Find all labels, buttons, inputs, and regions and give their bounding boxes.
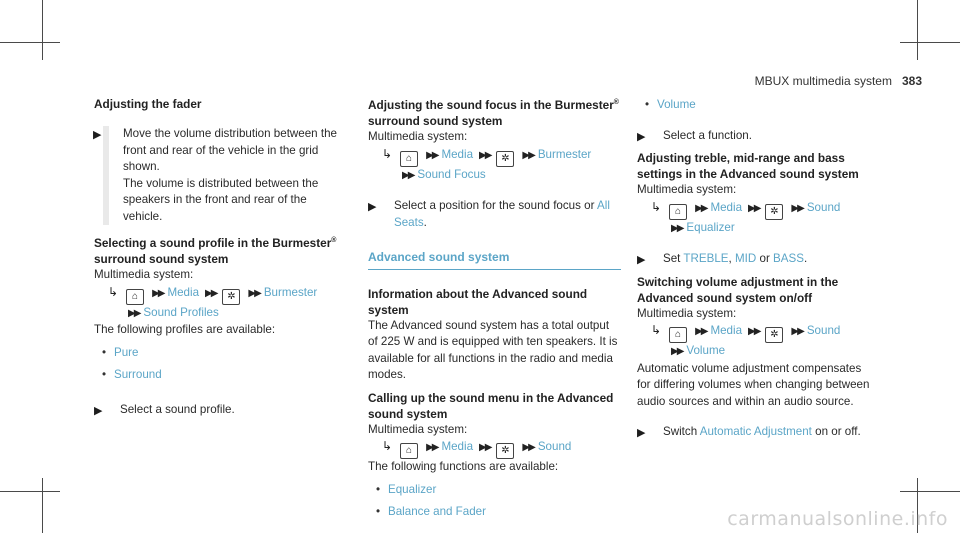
function-balance-fader[interactable]: Balance and Fader bbox=[388, 505, 486, 518]
function-equalizer[interactable]: Equalizer bbox=[388, 482, 437, 496]
double-chevron-icon: ▶▶ bbox=[748, 326, 760, 337]
hook-arrow-icon: ↳ bbox=[382, 439, 393, 453]
step-text: Select a position for the sound focus or All Seats. bbox=[394, 199, 610, 229]
bullet-icon: • bbox=[645, 98, 650, 111]
step-text: Switch Automatic Adjustment on or off. bbox=[663, 425, 861, 438]
list-item bbox=[94, 345, 339, 362]
path-media[interactable]: Media bbox=[441, 147, 474, 161]
home-icon: ⌂ bbox=[669, 204, 687, 220]
list-item bbox=[368, 504, 621, 521]
double-chevron-icon: ▶▶ bbox=[426, 442, 438, 453]
settings-icon: ✲ bbox=[765, 327, 783, 343]
crop-mark bbox=[917, 0, 918, 60]
hook-arrow-icon: ↳ bbox=[108, 284, 119, 299]
step-arrow-icon: ▶ bbox=[94, 404, 103, 417]
crop-mark bbox=[0, 42, 60, 43]
path-equalizer[interactable]: Equalizer bbox=[686, 220, 735, 234]
double-chevron-icon: ▶▶ bbox=[695, 326, 707, 337]
option-automatic-adjustment[interactable]: Automatic Adjustment bbox=[699, 425, 812, 438]
step-switch-auto bbox=[637, 424, 877, 441]
double-chevron-icon: ▶▶ bbox=[522, 149, 534, 161]
double-chevron-icon: ▶▶ bbox=[128, 307, 140, 319]
heading-treble: Adjusting treble, mid-range and bass settings in the Advanced sound system bbox=[637, 151, 859, 181]
step-fader bbox=[93, 126, 339, 225]
multimedia-label: Multimedia system: bbox=[637, 183, 737, 196]
settings-icon: ✲ bbox=[765, 204, 783, 220]
menu-path bbox=[368, 146, 621, 185]
column-middle bbox=[368, 97, 621, 521]
functions-intro: The following functions are available: bbox=[368, 460, 559, 473]
step-set-eq bbox=[637, 251, 877, 268]
option-all-seats[interactable]: All Seats bbox=[394, 199, 610, 229]
path-sound[interactable]: Sound bbox=[537, 440, 572, 453]
step-text: Set TREBLE, MID or BASS. bbox=[663, 252, 808, 265]
multimedia-label: Multimedia system: bbox=[637, 306, 737, 320]
path-sound-focus[interactable]: Sound Focus bbox=[417, 167, 486, 181]
step-text: Select a sound profile. bbox=[120, 402, 235, 416]
menu-path bbox=[637, 322, 877, 361]
step-select-profile bbox=[94, 402, 339, 419]
step-arrow-icon: ▶ bbox=[637, 130, 646, 143]
double-chevron-icon: ▶▶ bbox=[695, 202, 707, 214]
heading-fader: Adjusting the fader bbox=[94, 97, 202, 111]
double-chevron-icon: ▶▶ bbox=[479, 442, 491, 453]
double-chevron-icon: ▶▶ bbox=[402, 169, 414, 181]
heading-sound-focus: Adjusting the sound focus in the Burmester® surround sound system bbox=[368, 98, 619, 128]
multimedia-label: Multimedia system: bbox=[368, 130, 468, 143]
info-text: The Advanced sound system has a total output of 225 W and is equipped with ten speakers. It is available for all functions in the radio and media modes. bbox=[368, 318, 618, 381]
double-chevron-icon: ▶▶ bbox=[791, 326, 803, 337]
function-volume[interactable]: Volume bbox=[657, 98, 696, 111]
profile-surround[interactable]: Surround bbox=[114, 368, 162, 381]
menu-path bbox=[637, 199, 877, 238]
column-right bbox=[637, 97, 877, 441]
path-volume[interactable]: Volume bbox=[686, 344, 726, 357]
path-sound-profiles[interactable]: Sound Profiles bbox=[143, 305, 219, 319]
double-chevron-icon: ▶▶ bbox=[152, 287, 164, 299]
page-header bbox=[755, 73, 922, 90]
option-mid[interactable]: MID bbox=[735, 252, 757, 265]
home-icon: ⌂ bbox=[400, 151, 418, 167]
double-chevron-icon: ▶▶ bbox=[522, 442, 534, 453]
home-icon: ⌂ bbox=[126, 289, 144, 305]
bullet-icon: • bbox=[102, 368, 107, 381]
section-title: Advanced sound system bbox=[368, 249, 621, 270]
list-item bbox=[368, 482, 621, 499]
list-item bbox=[94, 367, 339, 384]
step-text: Select a function. bbox=[663, 128, 752, 142]
option-treble[interactable]: TREBLE bbox=[683, 252, 729, 265]
path-media[interactable]: Media bbox=[710, 324, 743, 337]
double-chevron-icon: ▶▶ bbox=[671, 222, 683, 234]
option-bass[interactable]: BASS bbox=[773, 252, 804, 265]
settings-icon: ✲ bbox=[222, 289, 240, 305]
column-left bbox=[94, 96, 339, 418]
path-media[interactable]: Media bbox=[167, 285, 200, 299]
auto-volume-text: Automatic volume adjustment compensates for differing volumes when changing between audio sources and within an audio source. bbox=[637, 361, 870, 408]
hook-arrow-icon: ↳ bbox=[651, 199, 662, 214]
step-arrow-icon: ▶ bbox=[637, 427, 646, 439]
path-media[interactable]: Media bbox=[710, 200, 743, 214]
double-chevron-icon: ▶▶ bbox=[791, 202, 803, 214]
settings-icon: ✲ bbox=[496, 443, 514, 459]
step-select-function bbox=[637, 128, 877, 145]
heading-switching: Switching volume adjustment in the Advanced sound system on/off bbox=[637, 274, 839, 305]
path-sound[interactable]: Sound bbox=[806, 200, 841, 214]
step-text: Move the volume distribution between the front and rear of the vehicle in the grid shown. bbox=[123, 127, 337, 173]
multimedia-label: Multimedia system: bbox=[368, 422, 468, 436]
step-arrow-icon: ▶ bbox=[368, 201, 377, 213]
crop-mark bbox=[42, 478, 43, 533]
crop-mark bbox=[900, 42, 960, 43]
menu-path bbox=[94, 284, 339, 323]
double-chevron-icon: ▶▶ bbox=[479, 149, 491, 161]
list-item bbox=[637, 97, 877, 114]
step-sound-focus bbox=[368, 198, 621, 231]
double-chevron-icon: ▶▶ bbox=[426, 149, 438, 161]
crop-mark bbox=[0, 491, 60, 492]
step-arrow-icon: ▶ bbox=[637, 254, 646, 266]
multimedia-label: Multimedia system: bbox=[94, 268, 194, 281]
page-number: 383 bbox=[901, 74, 922, 88]
double-chevron-icon: ▶▶ bbox=[205, 287, 217, 299]
crop-mark bbox=[42, 0, 43, 60]
path-media[interactable]: Media bbox=[441, 440, 474, 453]
profiles-intro: The following profiles are available: bbox=[94, 323, 276, 336]
heading-sound-profile: Selecting a sound profile in the Burmester® surround sound system bbox=[94, 236, 337, 266]
step-note: The volume is distributed between the speakers in the front and rear of the vehicle. bbox=[123, 176, 319, 223]
step-arrow-icon: ▶ bbox=[93, 129, 102, 141]
watermark: carmanualsonline.info bbox=[727, 507, 948, 530]
hook-arrow-icon: ↳ bbox=[382, 146, 393, 161]
path-sound[interactable]: Sound bbox=[806, 324, 841, 337]
heading-information: Information about the Advanced sound system bbox=[368, 286, 588, 317]
home-icon: ⌂ bbox=[669, 327, 687, 343]
double-chevron-icon: ▶▶ bbox=[748, 202, 760, 214]
header-title: MBUX multimedia system bbox=[754, 74, 892, 88]
crop-mark bbox=[900, 491, 960, 492]
path-burmester[interactable]: Burmester bbox=[263, 285, 318, 299]
settings-icon: ✲ bbox=[496, 151, 514, 167]
profile-pure[interactable]: Pure bbox=[114, 345, 139, 359]
hook-arrow-icon: ↳ bbox=[651, 323, 662, 337]
menu-path bbox=[368, 438, 621, 459]
bullet-icon: • bbox=[102, 345, 107, 359]
home-icon: ⌂ bbox=[400, 443, 418, 459]
heading-calling-up: Calling up the sound menu in the Advanced sound system bbox=[368, 390, 614, 421]
bullet-icon: • bbox=[376, 482, 381, 496]
path-burmester[interactable]: Burmester bbox=[537, 147, 592, 161]
bullet-icon: • bbox=[376, 505, 381, 518]
double-chevron-icon: ▶▶ bbox=[671, 346, 683, 357]
double-chevron-icon: ▶▶ bbox=[248, 287, 260, 299]
